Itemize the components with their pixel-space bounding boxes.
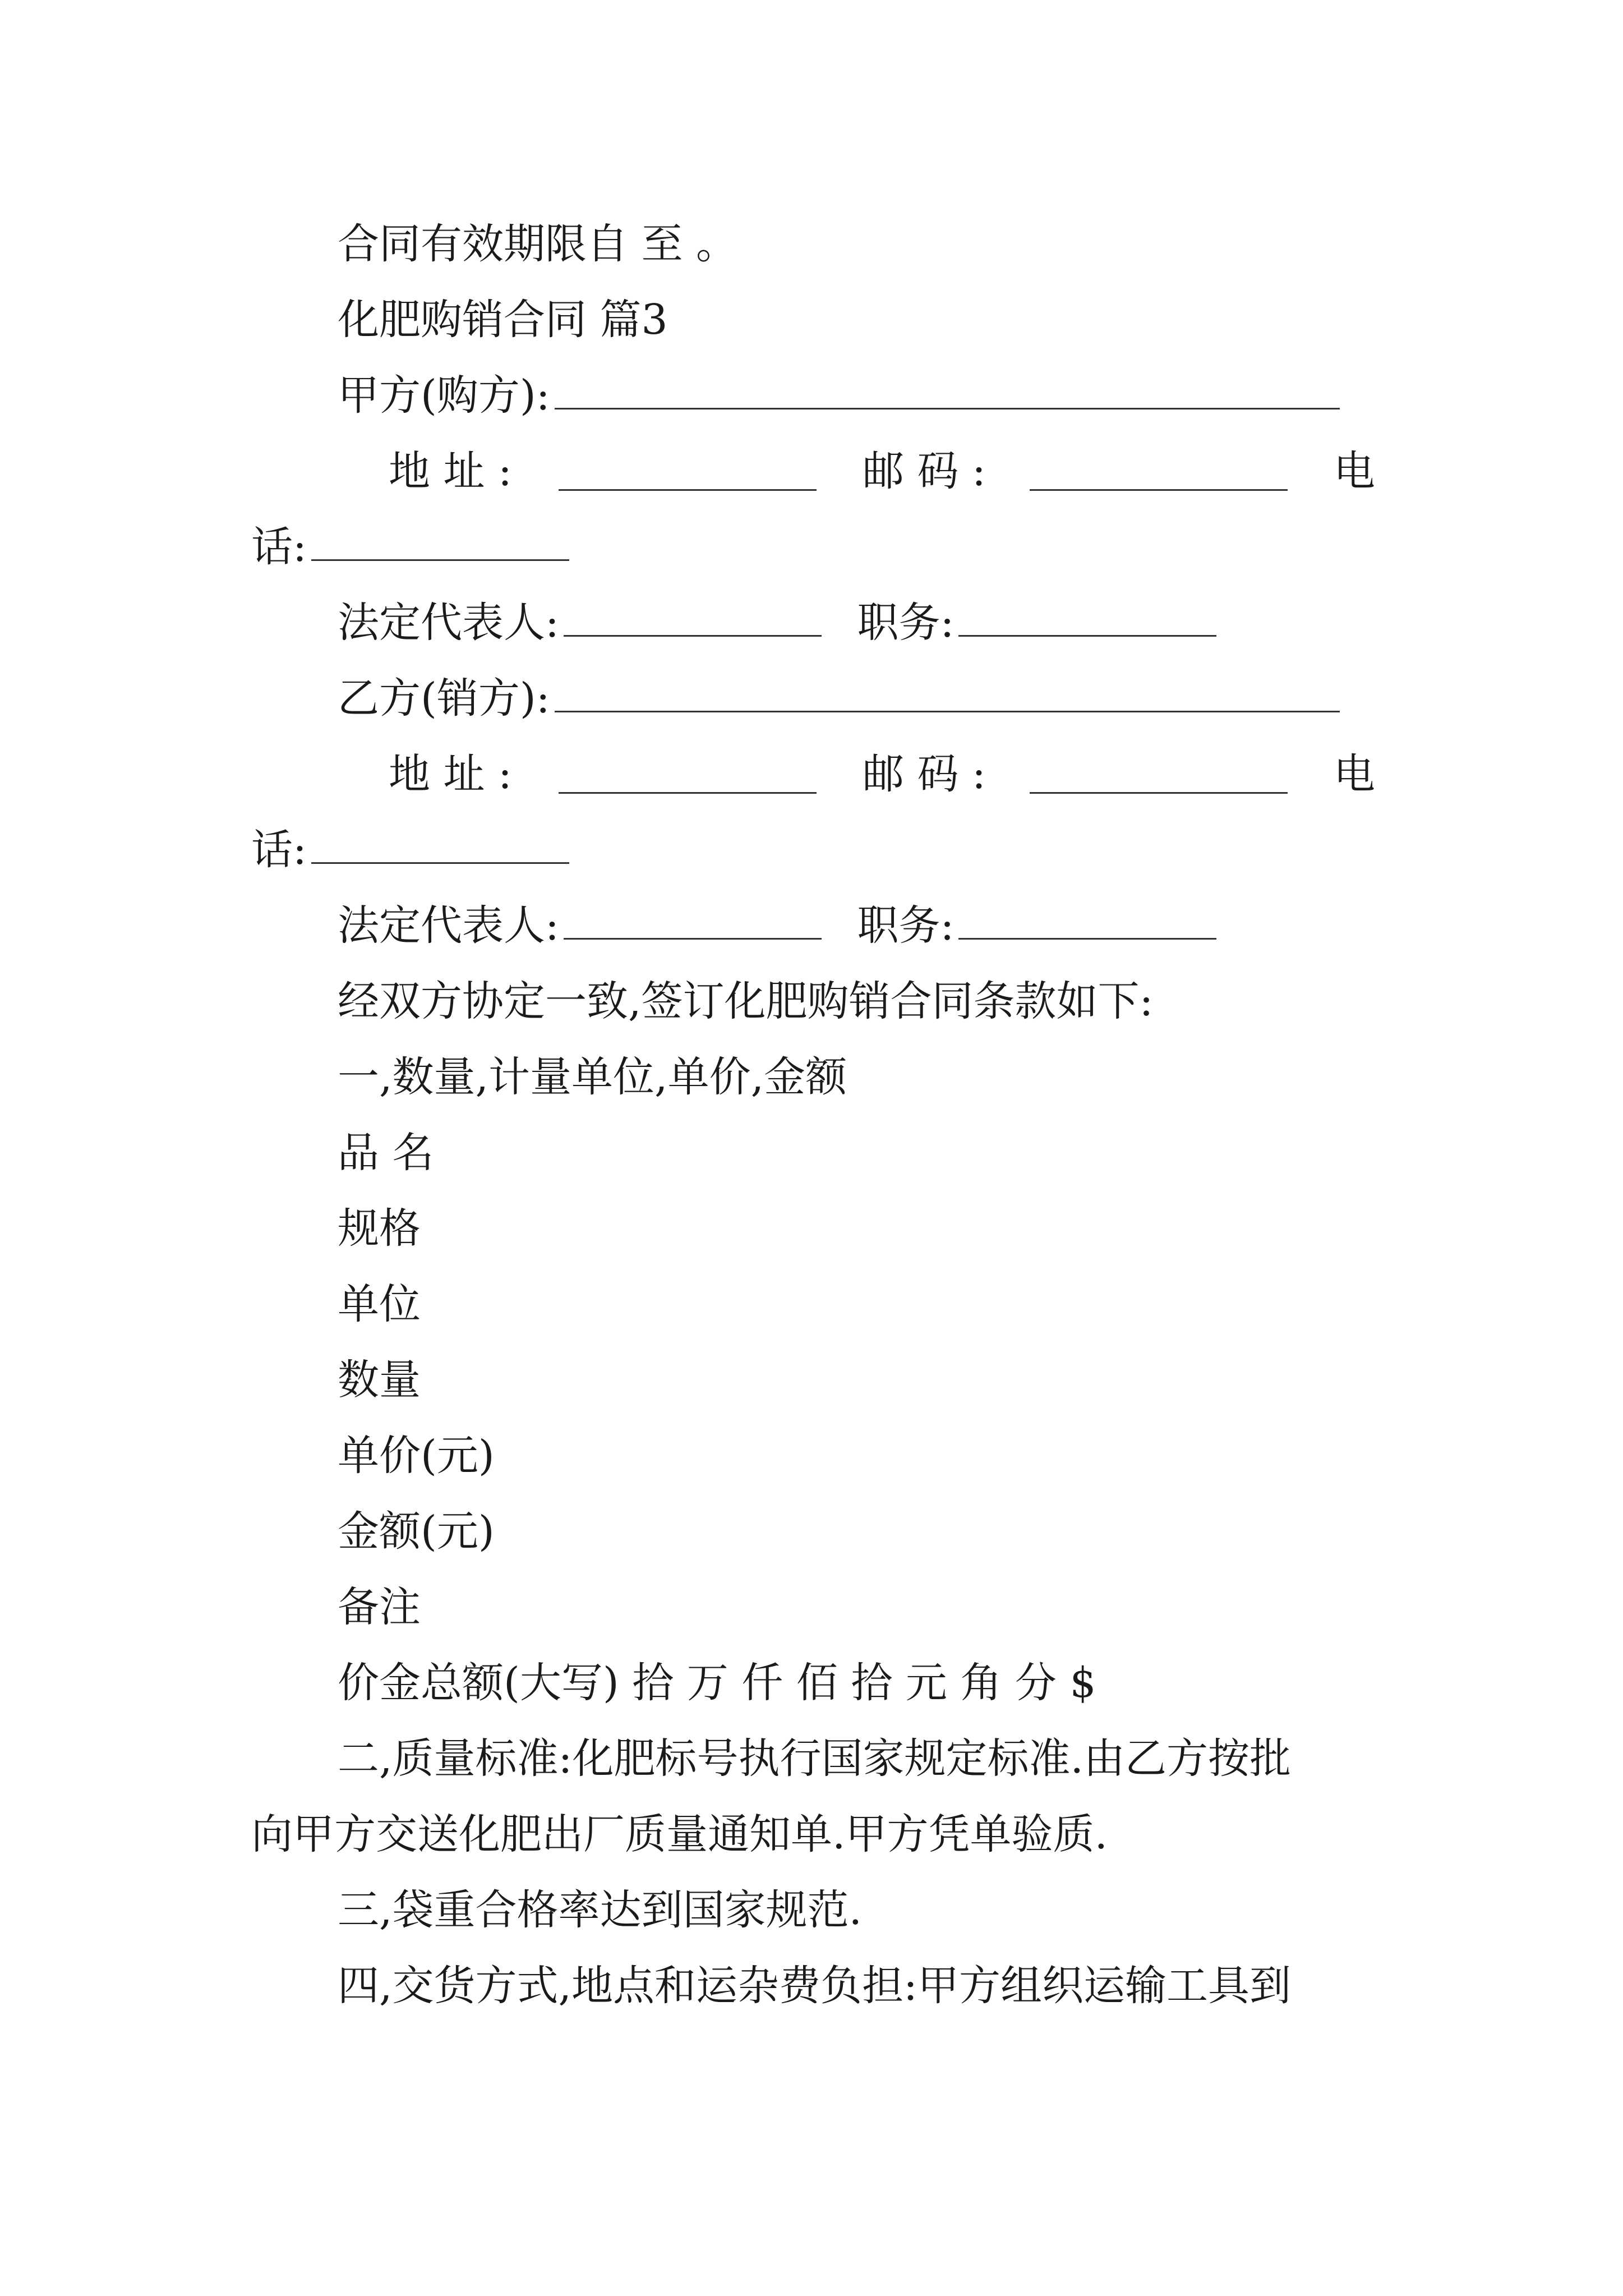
- party-b-tel-line: [251, 822, 569, 878]
- clause-4-line: 四,交货方式,地点和运杂费负担:甲方组织运输工具到: [338, 1962, 1291, 2010]
- zip-b-blank: [1030, 756, 1288, 794]
- party-b-line: [338, 670, 1340, 726]
- tel-a-blank: [311, 523, 569, 561]
- post-b-label: 职务:: [857, 901, 955, 950]
- tel-a-label: 话:: [251, 523, 307, 571]
- address-a-label: 地 址 :: [389, 447, 512, 495]
- rep-b-label: 法定代表人:: [338, 901, 559, 950]
- agreement-intro: 经双方协定一致,签订化肥购销合同条款如下:: [338, 977, 1154, 1025]
- clause-2-line-1: 二,质量标准:化肥标号执行国家规定标准.由乙方按批: [338, 1734, 1291, 1783]
- item-unit-price: 单价(元): [338, 1432, 495, 1480]
- section-heading: 化肥购销合同 篇3: [338, 296, 668, 344]
- party-b-label: 乙方(销方):: [338, 674, 550, 723]
- tel-b-label: 话:: [251, 826, 307, 874]
- zip-b-label: 邮 码 :: [863, 750, 986, 798]
- total-amount-line: 价金总额(大写) 拾 万 仟 佰 拾 元 角 分 $: [338, 1659, 1096, 1707]
- tel-a-head: 电: [1334, 447, 1375, 495]
- contract-validity-line: 合同有效期限自 至 。: [338, 220, 738, 268]
- party-a-rep-line: [338, 595, 1216, 651]
- rep-a-label: 法定代表人:: [338, 599, 559, 647]
- party-a-line: [338, 367, 1340, 424]
- party-b-rep-line: [338, 898, 1216, 954]
- party-a-tel-line: [251, 519, 569, 575]
- zip-a-label: 邮 码 :: [863, 447, 986, 495]
- address-b-label: 地 址 :: [389, 750, 512, 798]
- clause-1-heading: 一,数量,计量单位,单价,金额: [338, 1053, 847, 1101]
- post-a-blank: [958, 599, 1216, 637]
- post-a-label: 职务:: [857, 599, 955, 647]
- tel-b-blank: [311, 826, 569, 864]
- item-quantity: 数量: [338, 1356, 421, 1404]
- item-spec: 规格: [338, 1204, 421, 1253]
- party-a-blank: [555, 372, 1340, 409]
- clause-2-line-2: 向甲方交送化肥出厂质量通知单.甲方凭单验质.: [251, 1810, 1108, 1858]
- party-a-label: 甲方(购方):: [338, 371, 550, 420]
- item-product-name: 品 名: [338, 1129, 434, 1177]
- clause-3-line: 三,袋重合格率达到国家规范.: [338, 1886, 863, 1934]
- zip-a-blank: [1030, 453, 1288, 491]
- rep-a-blank: [564, 599, 822, 637]
- item-amount: 金额(元): [338, 1507, 495, 1556]
- post-b-blank: [958, 902, 1216, 940]
- rep-b-blank: [564, 902, 822, 940]
- item-remarks: 备注: [338, 1583, 421, 1631]
- party-b-blank: [555, 675, 1340, 712]
- address-b-blank: [559, 756, 817, 794]
- tel-b-head: 电: [1334, 750, 1375, 798]
- address-a-blank: [559, 453, 817, 491]
- item-unit: 单位: [338, 1280, 421, 1328]
